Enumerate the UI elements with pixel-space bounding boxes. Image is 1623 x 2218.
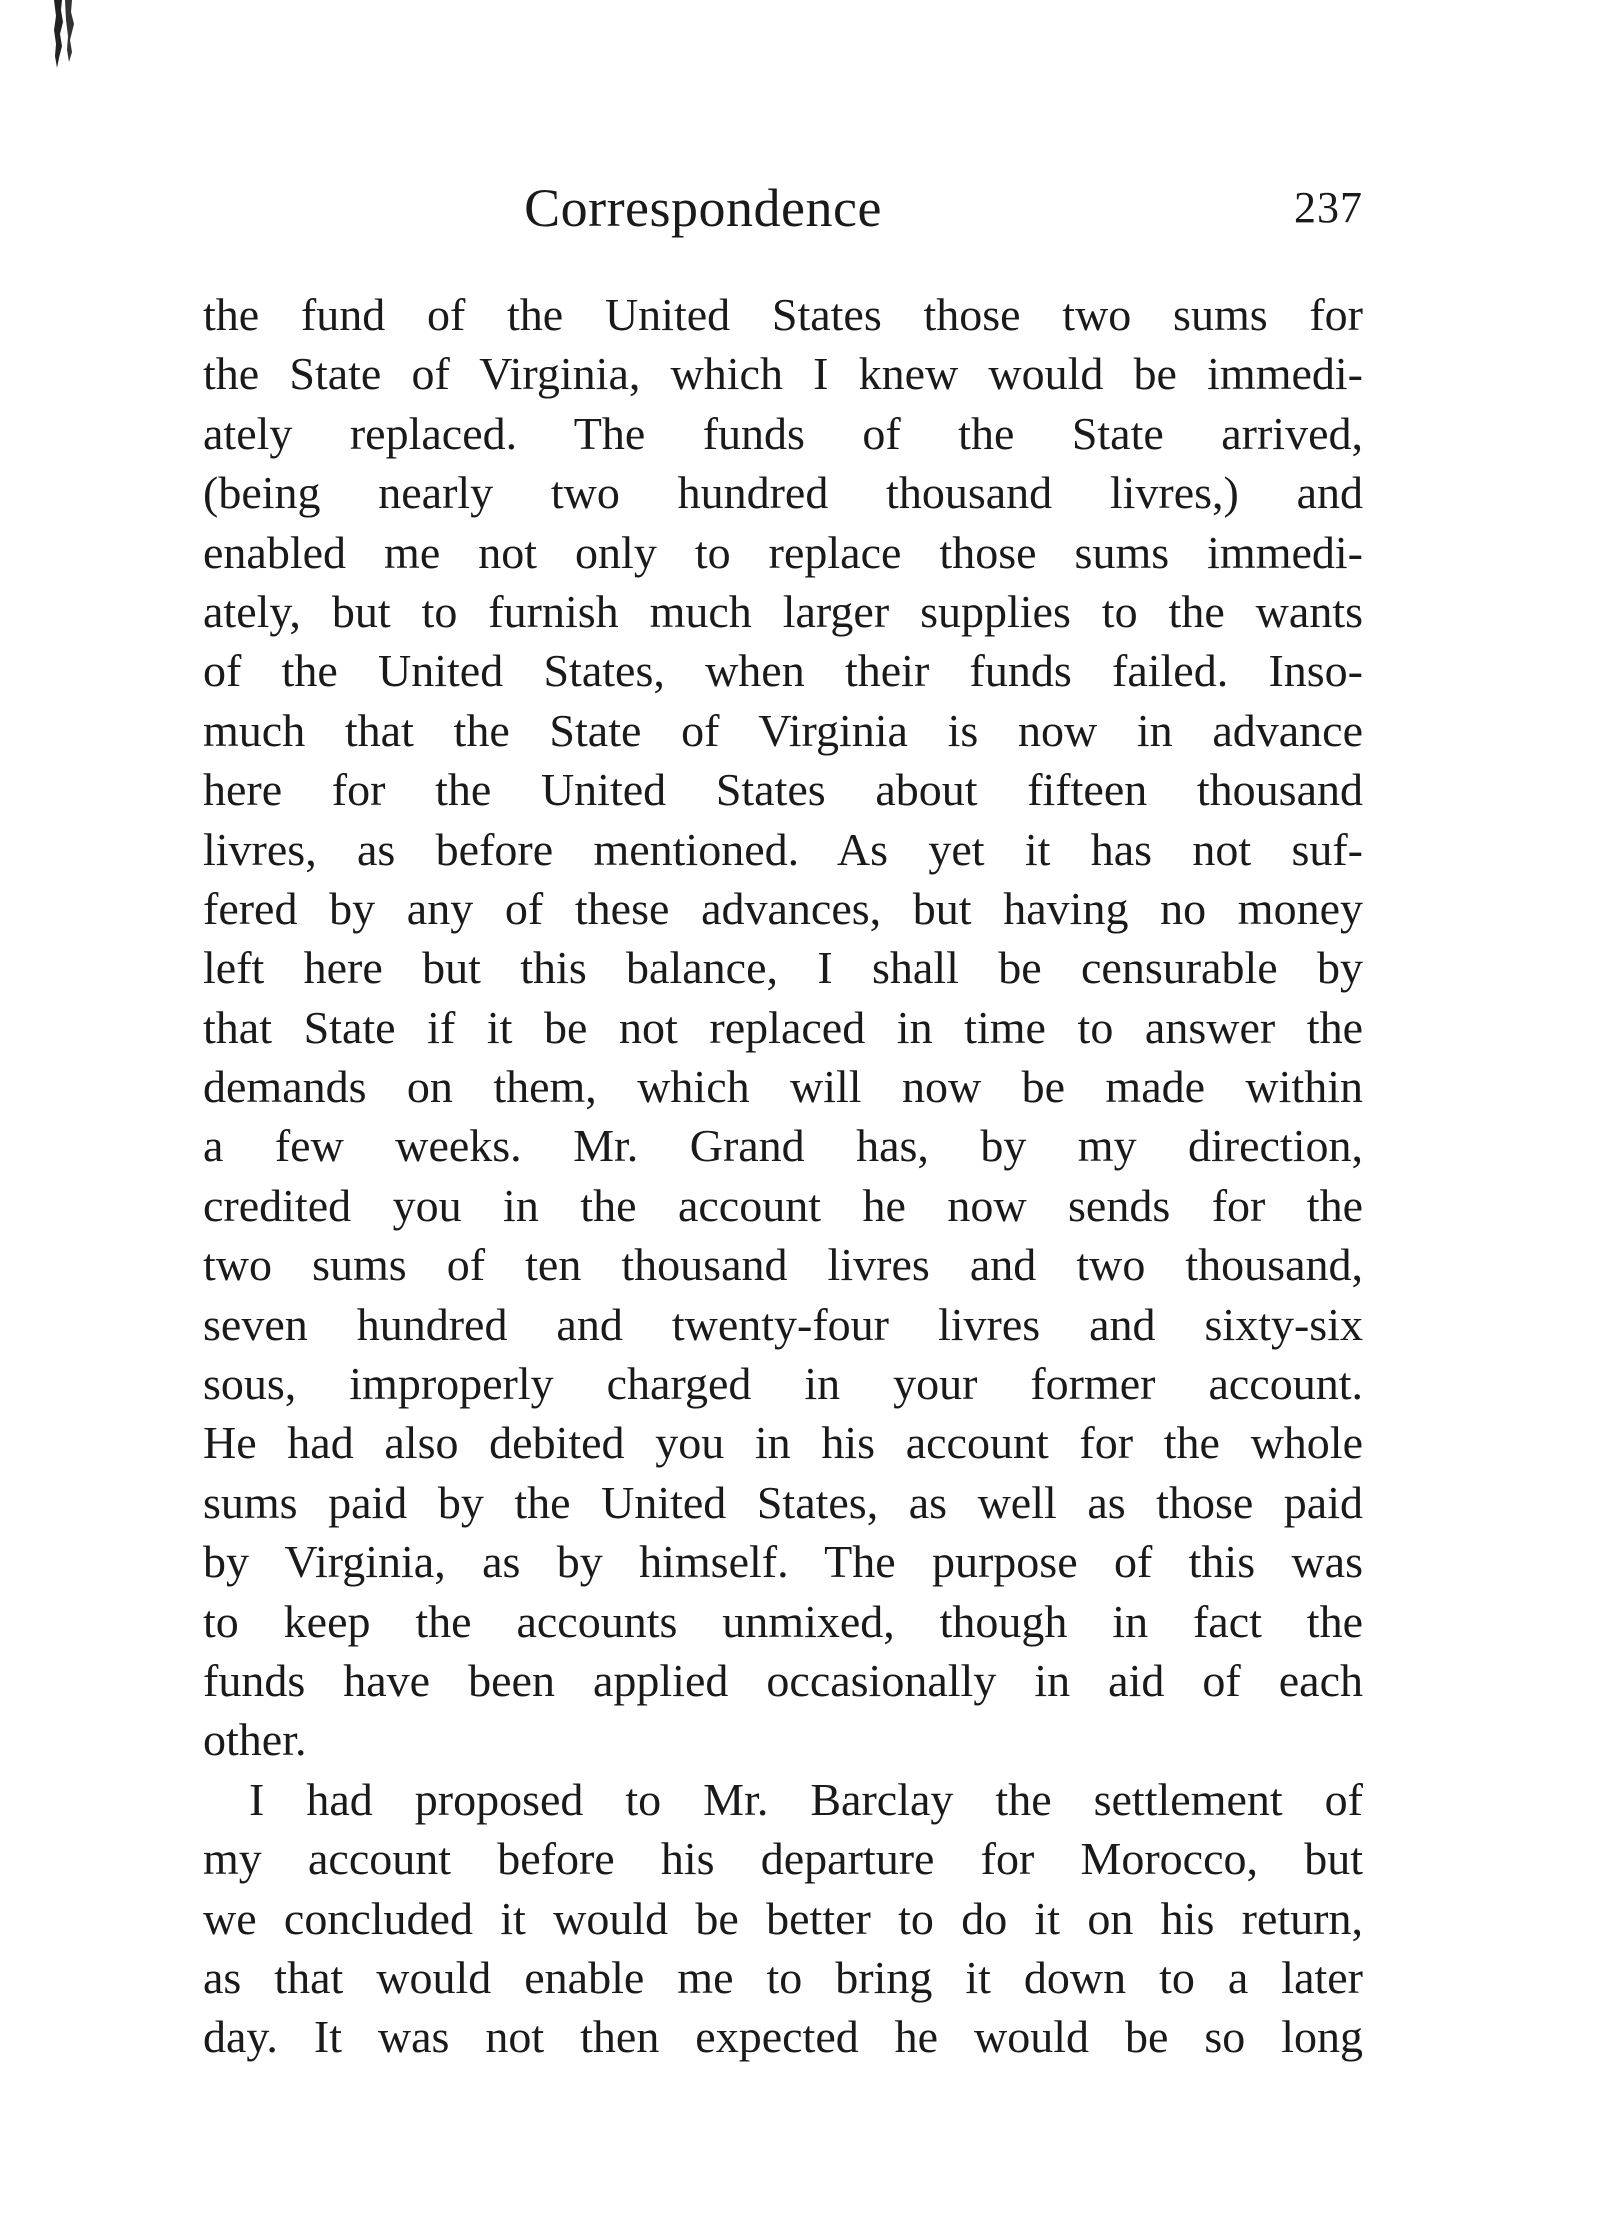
text-line: as that would enable me to bring it down to a later [203,1951,1363,2003]
text-line: demands on them, which will now be made within [203,1061,1363,1113]
text-line: we concluded it would be better to do it on his return, [203,1892,1363,1944]
running-title: Correspondence [524,178,882,238]
text-line: I had proposed to Mr. Barclay the settlement of [249,1773,1363,1825]
text-line: ately, but to furnish much larger supplies to the wants [203,585,1363,637]
text-line: the fund of the United States those two sums for [203,289,1363,340]
page-number: 237 [1294,183,1363,232]
text-line: a few weeks. Mr. Grand has, by my direction, [203,1120,1363,1172]
paragraph-2 [203,1770,1363,2067]
text-line: of the United States, when their funds failed. Inso- [203,645,1363,697]
text-line: the State of Virginia, which I knew would be immedi- [203,348,1363,400]
text-line: sous, improperly charged in your former account. [203,1358,1363,1410]
text-line: by Virginia, as by himself. The purpose of this was [203,1536,1363,1588]
text-line: day. It was not then expected he would be so long [203,2011,1363,2063]
page-edge-ink-mark [48,0,84,68]
text-line: livres, as before mentioned. As yet it has not suf- [203,823,1363,875]
text-line: funds have been applied occasionally in aid of each [203,1654,1363,1706]
text-line: (being nearly two hundred thousand livres,) and [203,467,1363,519]
text-line: fered by any of these advances, but having no money [203,882,1363,934]
text-line: He had also debited you in his account for the whole [203,1417,1363,1469]
text-line: credited you in the account he now sends for the [203,1179,1363,1231]
text-line: to keep the accounts unmixed, though in fact the [203,1595,1363,1647]
text-line: enabled me not only to replace those sums immedi- [203,526,1363,578]
text-line: sums paid by the United States, as well as those paid [203,1476,1363,1528]
text-line: other. [203,1714,307,1766]
paragraph-1 [203,285,1363,1770]
text-line: here for the United States about fifteen thousand [203,764,1363,816]
text-line: much that the State of Virginia is now in advance [203,704,1363,756]
text-line: my account before his departure for Morocco, but [203,1833,1363,1885]
text-line: ately replaced. The funds of the State arrived, [203,407,1363,459]
body-text [203,285,1363,2067]
text-line: left here but this balance, I shall be censurable by [203,942,1363,994]
text-line: that State if it be not replaced in time to answer the [203,1001,1363,1053]
text-line: two sums of ten thousand livres and two thousand, [203,1239,1363,1291]
running-head [203,168,1363,248]
text-line: seven hundred and twenty-four livres and sixty-six [203,1298,1363,1350]
